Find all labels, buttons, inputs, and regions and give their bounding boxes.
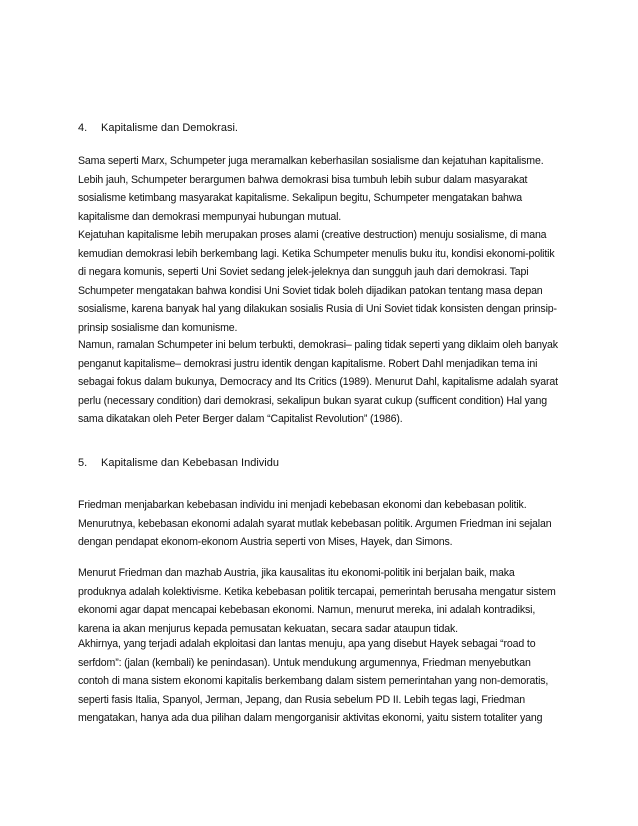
paragraph: Friedman menjabarkan kebebasan individu ini menjadi kebebasan ekonomi dan kebebasan politik. Menurutnya, kebebasan ekonomi adalah syarat mutlak kebebasan politik. Argumen Friedman ini sejalan dengan pendapat ekonom-ekonom Austria seperti von Mises, Hayek, dan Simons. — [78, 499, 552, 549]
paragraph: Menurut Friedman dan mazhab Austria, jika kausalitas itu ekonomi-politik ini berjalan baik, maka produknya adalah kolektivisme. Ketika kebebasan politik tercapai, pemerintah berusaha mengatur sistem ekonomi agar dapat mencapai kebebasan ekonomi. Namun, menurut mereka, ini adalah kontradiksi, karena ia akan menjurus kepada pemusatan kekuatan, secara sadar ataupun tidak. — [78, 567, 556, 635]
paragraph: Namun, ramalan Schumpeter ini belum terbukti, demokrasi– paling tidak seperti yang diklaim oleh banyak penganut kapitalisme– demokrasi justru identik dengan kapitalisme. Robert Dahl menjadikan tema ini sebagai fokus dalam bukunya, Democracy and Its Critics (1989). Menurut Dahl, kapitalisme adalah syarat perlu (necessary condition) dari demokrasi, sekalipun bukan syarat cukup (sufficent condition) Hal yang sama dikatakan oleh Peter Berger dalam “Capitalist Revolution” (1986). — [78, 339, 558, 426]
section-number: 4. — [78, 122, 88, 134]
paragraph: Sama seperti Marx, Schumpeter juga meramalkan keberhasilan sosialisme dan kejatuhan kapitalisme. Lebih jauh, Schumpeter berargumen bahwa demokrasi bisa tumbuh lebih subur dalam masyarakat sosialisme ketimbang masyarakat kapitalisme. Sekalipun begitu, Schumpeter mengatakan bahwa kapitalisme dan demokrasi mempunyai hubungan mutual. — [78, 155, 544, 223]
paragraph: Kejatuhan kapitalisme lebih merupakan proses alami (creative destruction) menuju sosialisme, di mana kemudian demokrasi lebih berkembang lagi. Ketika Schumpeter menulis buku itu, kondisi ekonomi-politik di negara komunis, seperti Uni Soviet sedang jelek-jeleknya dan sungguh jauh dari demokrasi. Tapi Schumpeter mengatakan bahwa kondisi Uni Soviet tidak boleh dijadikan patokan tentang masa depan sosialisme, karena banyak hal yang dilakukan sosialis Rusia di Uni Soviet tidak konsisten dengan prinsip-prinsip sosialisme dan komunisme. — [78, 229, 557, 334]
section-number: 5. — [78, 457, 88, 469]
paragraph: Akhirnya, yang terjadi adalah ekploitasi dan lantas menuju, apa yang disebut Hayek sebagai “road to serfdom”: (jalan (kembali) ke penindasan). Untuk mendukung argumennya, Friedman menyebutkan contoh di mana sistem ekonomi kapitalis berkembang dalam sistem pemerintahan yang non-demoratis, seperti fasis Italia, Spanyol, Jerman, Jepang, dan Rusia sebelum PD II. Lebih tegas lagi, Friedman mengatakan, hanya ada dua pilihan dalam mengorganisir aktivitas ekonomi, yaitu sistem totaliter yang — [78, 638, 549, 725]
section-title: Kapitalisme dan Kebebasan Individu — [101, 457, 279, 469]
section-heading-4 — [78, 121, 238, 135]
section-title: Kapitalisme dan Demokrasi. — [101, 122, 238, 134]
section-heading-5 — [78, 456, 279, 470]
